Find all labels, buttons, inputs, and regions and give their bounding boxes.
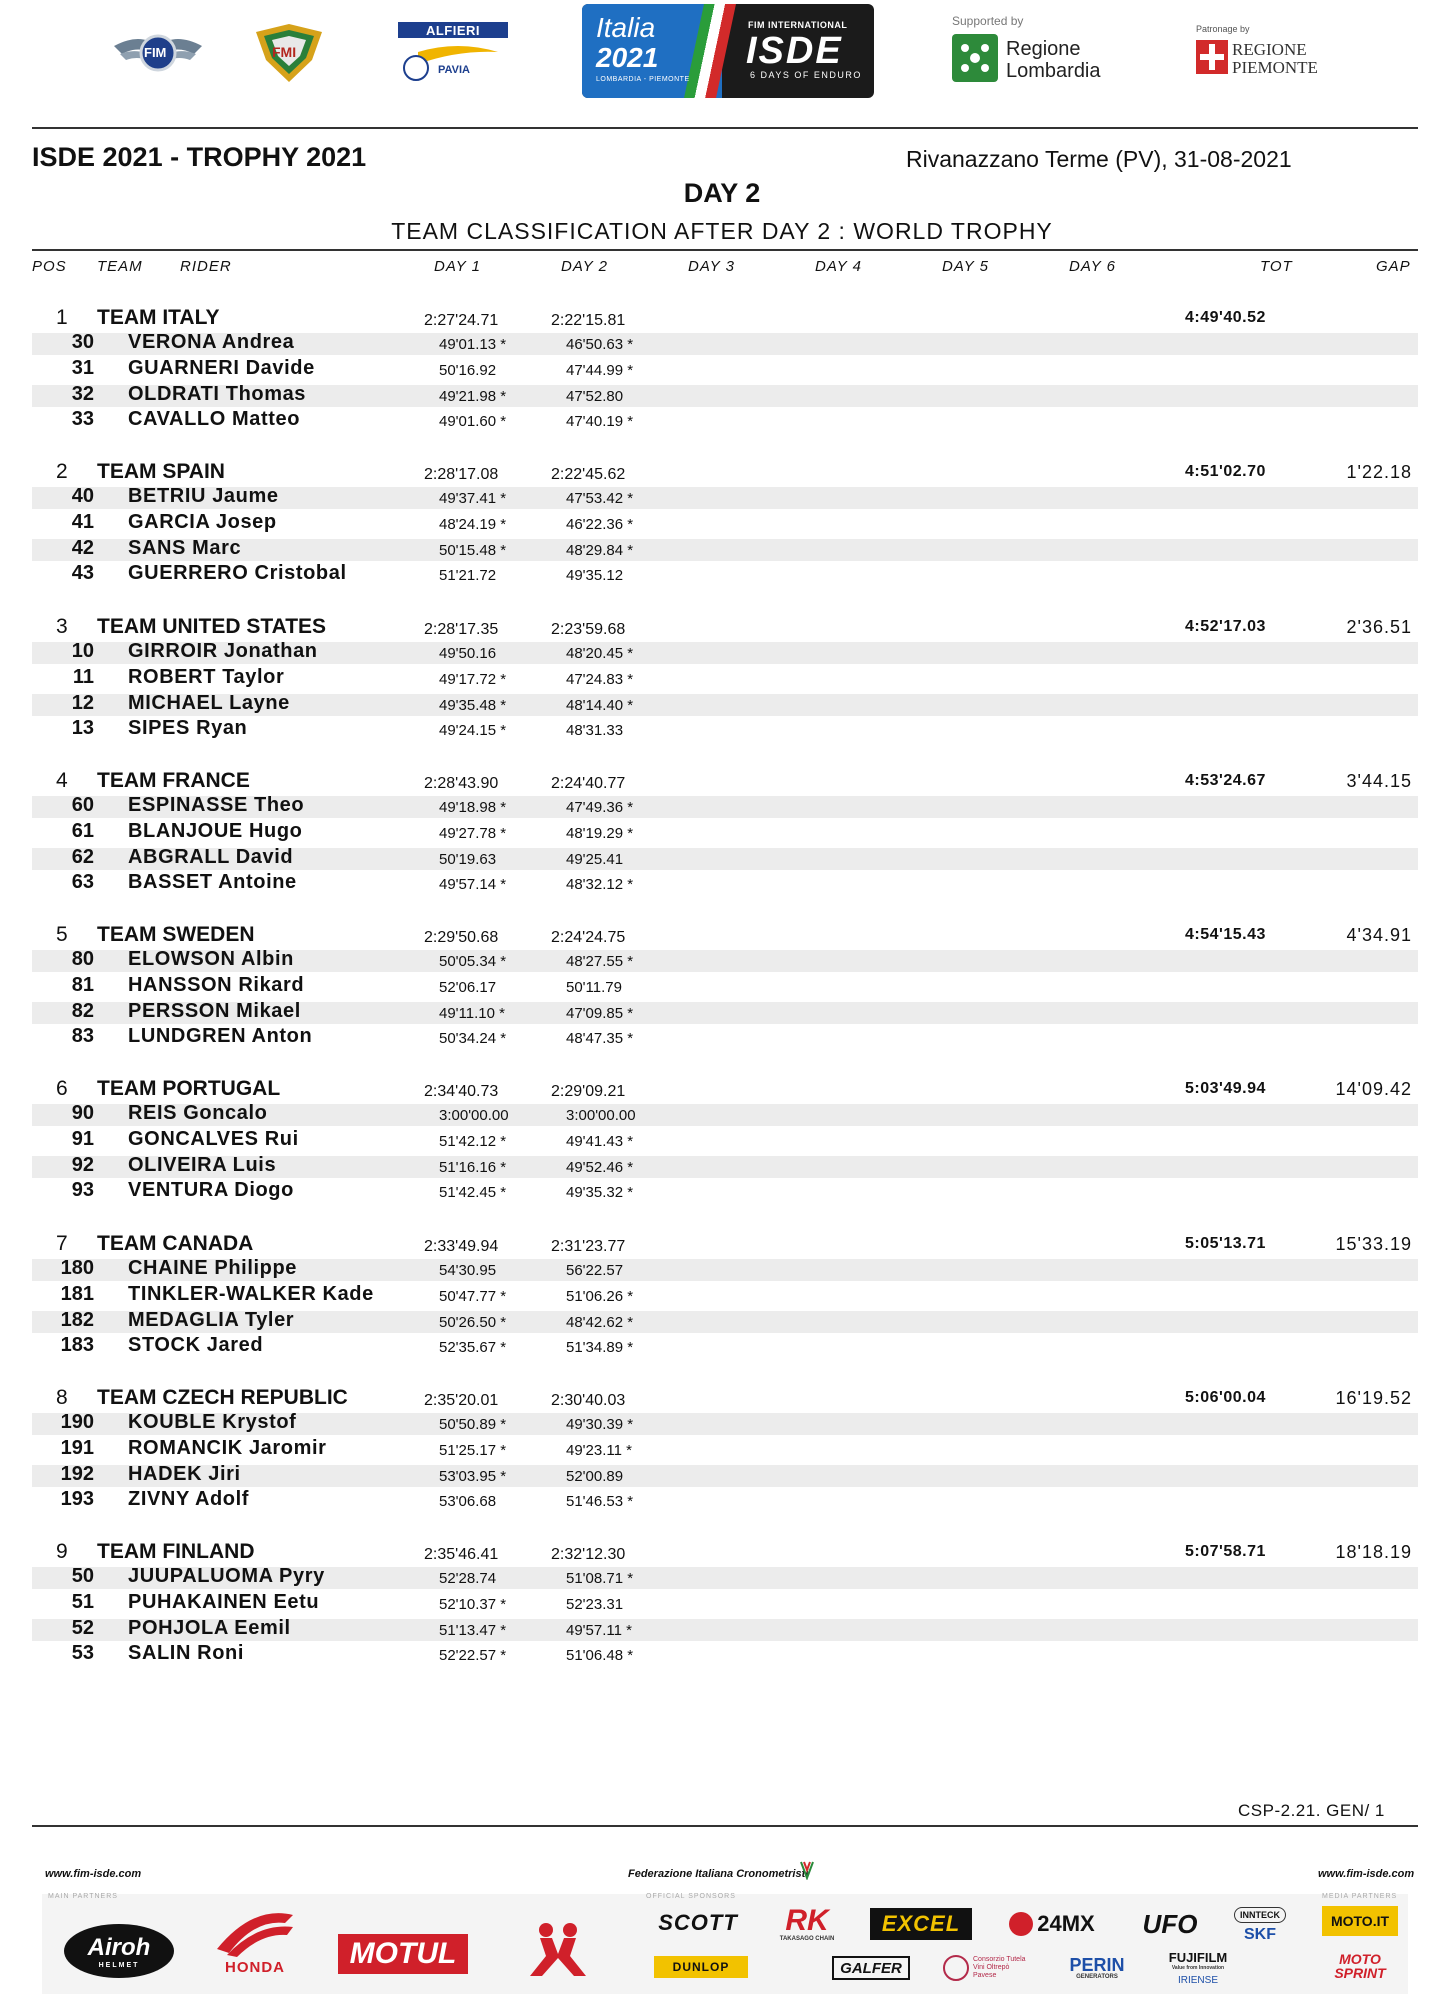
24mx-icon xyxy=(1009,1912,1033,1936)
rider-name: CAVALLO Matteo xyxy=(128,408,301,430)
team-name: TEAM UNITED STATES xyxy=(97,615,327,638)
rider-number: 61 xyxy=(71,820,94,842)
rk-sub-text: TAKASAGO CHAIN xyxy=(779,1936,835,1942)
team-name: TEAM FRANCE xyxy=(97,769,250,792)
motul-text: MOTUL xyxy=(349,1937,457,1970)
team-total-time: 5:03'49.94 xyxy=(1185,1080,1266,1097)
team-position: 2 xyxy=(56,460,68,483)
perin-logo xyxy=(1064,1952,1130,1984)
team-day2-time: 2:29'09.21 xyxy=(551,1083,626,1100)
team-gap: 4'34.91 xyxy=(1346,925,1412,945)
rider-name: KOUBLE Krystof xyxy=(128,1411,297,1433)
rider-name: VERONA Andrea xyxy=(128,331,295,353)
lombardia-supported-text: Supported by xyxy=(952,14,1024,28)
honda-logo xyxy=(210,1904,300,1980)
place-date: Rivanazzano Terme (PV), 31-08-2021 xyxy=(906,146,1292,172)
rider-number: 40 xyxy=(71,485,94,507)
rider-name: GIRROIR Jonathan xyxy=(128,640,318,662)
innteck-skf-logo xyxy=(1226,1900,1294,1950)
isde-region-text: LOMBARDIA - PIEMONTE xyxy=(596,76,690,83)
rider-number: 60 xyxy=(71,794,94,816)
rider-day2-time: 52'00.89 xyxy=(566,1468,624,1485)
title-divider xyxy=(32,249,1418,251)
rider-day1-time: 52'10.37 * xyxy=(439,1596,507,1613)
col-team: TEAM xyxy=(97,258,143,275)
motoit-text: MOTO.IT xyxy=(1330,1913,1390,1929)
scott-logo xyxy=(648,1908,748,1938)
col-day4: DAY 4 xyxy=(815,258,862,275)
excel-logo xyxy=(870,1908,972,1940)
team-position: 1 xyxy=(56,306,68,329)
team-day2-time: 2:24'40.77 xyxy=(551,775,626,792)
isde-year-text: 2021 xyxy=(596,42,659,73)
team-name: TEAM ITALY xyxy=(97,306,220,329)
rider-number: 191 xyxy=(60,1437,94,1459)
rider-name: OLDRATI Thomas xyxy=(128,383,307,405)
regione-piemonte-logo xyxy=(1196,24,1320,84)
rider-number: 81 xyxy=(71,974,94,996)
rider-name: JUUPALUOMA Pyry xyxy=(128,1565,325,1587)
rider-day1-time: 50'50.89 * xyxy=(439,1416,507,1433)
fmi-logo-text: FMI xyxy=(272,44,297,60)
rider-day2-time: 51'06.48 * xyxy=(566,1647,634,1664)
rider-name: ABGRALL David xyxy=(128,846,294,868)
isde-tagline-text: 6 DAYS OF ENDURO xyxy=(750,70,862,80)
rider-number: 83 xyxy=(71,1025,94,1047)
team-position: 6 xyxy=(56,1077,68,1100)
rider-day2-time: 48'20.45 * xyxy=(566,645,634,662)
lombardia-rose-icon xyxy=(952,34,998,82)
rider-day1-time: 49'35.48 * xyxy=(439,697,507,714)
innteck-text: INNTECK xyxy=(1234,1907,1286,1923)
team-gap: 18'18.19 xyxy=(1335,1542,1412,1562)
rider-day2-time: 47'44.99 * xyxy=(566,362,634,379)
col-tot: TOT xyxy=(1260,258,1293,275)
rider-day2-time: 50'11.79 xyxy=(566,979,622,996)
rider-day1-time: 54'30.95 xyxy=(439,1262,497,1279)
rider-number: 93 xyxy=(71,1179,94,1201)
galfer-text: GALFER xyxy=(840,1959,902,1977)
rider-day1-time: 49'57.14 * xyxy=(439,876,507,893)
document-code: CSP-2.21. GEN/ 1 xyxy=(1238,1801,1385,1820)
rider-day2-time: 48'42.62 * xyxy=(566,1314,634,1331)
rider-day1-time: 53'03.95 * xyxy=(439,1468,507,1485)
rider-day2-time: 47'49.36 * xyxy=(566,799,634,816)
rider-name: ESPINASSE Theo xyxy=(128,794,305,816)
kappa-text xyxy=(556,1950,559,1951)
rider-number: 51 xyxy=(71,1591,94,1613)
rider-day1-time: 49'01.13 * xyxy=(439,336,507,353)
skf-text: SKF xyxy=(1244,1925,1276,1943)
rider-name: ROBERT Taylor xyxy=(128,666,285,688)
rider-day1-time: 51'13.47 * xyxy=(439,1622,507,1639)
rider-day1-time: 50'16.92 xyxy=(439,362,497,379)
rider-name: OLIVEIRA Luis xyxy=(128,1154,277,1176)
rider-day2-time: 48'19.29 * xyxy=(566,825,634,842)
rider-number: 32 xyxy=(71,383,94,405)
rider-day2-time: 3:00'00.00 xyxy=(566,1107,636,1124)
rider-name: SANS Marc xyxy=(128,537,242,559)
scott-text: SCOTT xyxy=(658,1910,738,1935)
team-day2-time: 2:30'40.03 xyxy=(551,1392,626,1409)
media-partners-label: MEDIA PARTNERS xyxy=(1322,1893,1398,1900)
lombardia-line2: Lombardia xyxy=(1006,60,1101,82)
rider-name: HADEK Jiri xyxy=(128,1463,241,1485)
rider-day1-time: 50'47.77 * xyxy=(439,1288,507,1305)
rider-day1-time: 51'25.17 * xyxy=(439,1442,507,1459)
rider-day2-time: 51'08.71 * xyxy=(566,1570,634,1587)
rider-number: 90 xyxy=(71,1102,94,1124)
rider-day1-time: 49'37.41 * xyxy=(439,490,507,507)
rider-number: 10 xyxy=(71,640,94,662)
rider-day2-time: 49'52.46 * xyxy=(566,1159,634,1176)
kappa-logo xyxy=(510,1920,606,1980)
rider-day1-time: 49'17.72 * xyxy=(439,671,507,688)
fujifilm-text: FUJIFILM xyxy=(1168,1949,1228,1965)
team-day2-time: 2:31'23.77 xyxy=(551,1238,626,1255)
rider-number: 181 xyxy=(60,1283,94,1305)
airoh-logo xyxy=(64,1924,174,1978)
team-day2-time: 2:22'45.62 xyxy=(551,466,626,483)
team-day1-time: 2:29'50.68 xyxy=(424,929,499,946)
team-day1-time: 2:35'20.01 xyxy=(424,1392,499,1409)
federation-text: Federazione Italiana Cronometristi xyxy=(628,1868,809,1880)
rider-number: 43 xyxy=(71,562,94,584)
rider-name: BLANJOUE Hugo xyxy=(128,820,303,842)
rider-name: ROMANCIK Jaromir xyxy=(128,1437,327,1459)
col-pos: POS xyxy=(32,258,67,275)
rider-day2-time: 48'32.12 * xyxy=(566,876,634,893)
team-total-time: 4:49'40.52 xyxy=(1185,309,1266,326)
rider-day2-time: 48'14.40 * xyxy=(566,697,634,714)
rider-name: VENTURA Diogo xyxy=(128,1179,294,1201)
rider-day2-time: 49'41.43 * xyxy=(566,1133,634,1150)
rider-day2-time: 51'46.53 * xyxy=(566,1493,634,1510)
col-rider: RIDER xyxy=(180,258,232,275)
rider-name: GUERRERO Cristobal xyxy=(128,562,347,584)
piemonte-flag-icon xyxy=(1196,40,1228,74)
rk-logo xyxy=(772,1904,842,1944)
rider-number: 183 xyxy=(60,1334,94,1356)
rider-number: 53 xyxy=(71,1642,94,1664)
rider-name: SIPES Ryan xyxy=(128,717,248,739)
rider-day1-time: 50'26.50 * xyxy=(439,1314,507,1331)
team-day1-time: 2:27'24.71 xyxy=(424,312,499,329)
galfer-logo xyxy=(832,1956,910,1980)
rider-number: 42 xyxy=(71,537,94,559)
rider-day1-time: 53'06.68 xyxy=(439,1493,497,1510)
header-divider xyxy=(32,127,1418,129)
team-position: 5 xyxy=(56,923,68,946)
rider-day2-time: 48'29.84 * xyxy=(566,542,634,559)
rider-name: TINKLER-WALKER Kade xyxy=(128,1283,374,1305)
col-day1: DAY 1 xyxy=(434,258,481,275)
rider-name: POHJOLA Eemil xyxy=(128,1617,291,1639)
rider-day1-time: 49'24.15 * xyxy=(439,722,507,739)
main-partners-label: MAIN PARTNERS xyxy=(48,1893,118,1900)
team-total-time: 5:06'00.04 xyxy=(1185,1389,1266,1406)
rider-day1-time: 52'35.67 * xyxy=(439,1339,507,1356)
rider-day2-time: 46'22.36 * xyxy=(566,516,634,533)
rider-name: LUNDGREN Anton xyxy=(128,1025,313,1047)
team-day1-time: 2:33'49.94 xyxy=(424,1238,499,1255)
rider-day1-time: 50'19.63 xyxy=(439,851,497,868)
team-name: TEAM SPAIN xyxy=(97,460,225,483)
rider-day1-time: 51'21.72 xyxy=(439,567,497,584)
piemonte-line2: PIEMONTE xyxy=(1232,58,1318,77)
rider-number: 11 xyxy=(72,666,94,688)
rider-day2-time: 47'24.83 * xyxy=(566,671,634,688)
fujifilm-sub-text: Value from Innovation xyxy=(1171,1964,1225,1971)
team-total-time: 4:53'24.67 xyxy=(1185,772,1266,789)
perin-text: PERIN xyxy=(1069,1955,1125,1975)
fim-logo-text: FIM xyxy=(144,45,167,60)
rider-name: PUHAKAINEN Eetu xyxy=(128,1591,320,1613)
rider-number: 82 xyxy=(71,1000,94,1022)
col-gap: GAP xyxy=(1376,258,1411,275)
team-day2-time: 2:32'12.30 xyxy=(551,1546,626,1563)
col-day2: DAY 2 xyxy=(561,258,608,275)
rider-day2-time: 48'47.35 * xyxy=(566,1030,634,1047)
fujifilm-logo xyxy=(1158,1946,1238,1990)
rider-day1-time: 52'06.17 xyxy=(439,979,497,996)
rider-number: 63 xyxy=(71,871,94,893)
rider-day1-time: 52'28.74 xyxy=(439,1570,497,1587)
team-day2-time: 2:24'24.75 xyxy=(551,929,626,946)
rider-name: CHAINE Philippe xyxy=(128,1257,298,1279)
rider-day2-time: 47'09.85 * xyxy=(566,1005,634,1022)
col-day3: DAY 3 xyxy=(688,258,735,275)
rider-day1-time: 51'42.45 * xyxy=(439,1184,507,1201)
rider-day2-time: 51'34.89 * xyxy=(566,1339,634,1356)
rider-day1-time: 49'27.78 * xyxy=(439,825,507,842)
rider-number: 91 xyxy=(71,1128,94,1150)
consorzio-text: Consorzio Tutela Vini Oltrepò Pavese xyxy=(973,1956,1026,1979)
team-total-time: 4:51'02.70 xyxy=(1185,463,1266,480)
team-day1-time: 2:28'17.35 xyxy=(424,621,499,638)
alfieri-logo xyxy=(398,20,508,82)
rider-name: BASSET Antoine xyxy=(128,871,297,893)
rider-day1-time: 50'05.34 * xyxy=(439,953,507,970)
rider-day2-time: 49'35.12 xyxy=(566,567,624,584)
rider-number: 31 xyxy=(71,357,94,379)
rk-text: RK xyxy=(785,1904,829,1937)
rider-day2-time: 49'30.39 * xyxy=(566,1416,634,1433)
rider-number: 180 xyxy=(60,1257,94,1279)
regione-lombardia-logo xyxy=(952,14,1132,86)
rider-name: MICHAEL Layne xyxy=(128,692,290,714)
team-gap: 14'09.42 xyxy=(1335,1079,1412,1099)
rider-name: GUARNERI Davide xyxy=(128,357,315,379)
alfieri-logo-text: ALFIERI xyxy=(425,22,481,38)
team-gap: 1'22.18 xyxy=(1346,462,1412,482)
piemonte-patronage-text: Patronage by xyxy=(1196,24,1250,34)
team-total-time: 4:54'15.43 xyxy=(1185,926,1266,943)
consorzio-icon xyxy=(943,1955,969,1981)
rider-number: 50 xyxy=(71,1565,94,1587)
isde-name-text: ISDE xyxy=(746,30,843,72)
team-day2-time: 2:22'15.81 xyxy=(551,312,626,329)
consorzio-logo xyxy=(938,1952,1038,1984)
rider-day1-time: 52'22.57 * xyxy=(439,1647,507,1664)
dunlop-text: DUNLOP xyxy=(672,1960,730,1974)
isde-fim-international-text: FIM INTERNATIONAL xyxy=(748,20,848,30)
team-position: 4 xyxy=(56,769,68,792)
team-name: TEAM CANADA xyxy=(97,1232,254,1255)
team-total-time: 4:52'17.03 xyxy=(1185,618,1266,635)
rider-name: MEDAGLIA Tyler xyxy=(128,1309,295,1331)
rider-day1-time: 51'16.16 * xyxy=(439,1159,507,1176)
team-gap: 3'44.15 xyxy=(1346,771,1412,791)
24mx-logo xyxy=(1000,1910,1104,1938)
team-name: TEAM FINLAND xyxy=(97,1540,255,1563)
team-position: 8 xyxy=(56,1386,68,1409)
federation-logo-icon xyxy=(800,1860,814,1880)
rider-day1-time: 49'18.98 * xyxy=(439,799,507,816)
rider-day2-time: 46'50.63 * xyxy=(566,336,634,353)
website-link-left[interactable]: www.fim-isde.com xyxy=(45,1868,142,1880)
rider-number: 13 xyxy=(71,717,94,739)
team-day1-time: 2:35'46.41 xyxy=(424,1546,499,1563)
rider-number: 190 xyxy=(60,1411,94,1433)
rider-day2-time: 47'40.19 * xyxy=(566,413,634,430)
rider-name: ELOWSON Albin xyxy=(128,948,294,970)
rider-day2-time: 47'53.42 * xyxy=(566,490,634,507)
lombardia-line1: Regione xyxy=(1006,38,1081,60)
dunlop-logo xyxy=(654,1956,748,1978)
rider-name: SALIN Roni xyxy=(128,1642,244,1664)
airoh-text: Airoh xyxy=(87,1933,151,1961)
team-name: TEAM CZECH REPUBLIC xyxy=(97,1386,348,1409)
rider-number: 52 xyxy=(71,1617,94,1639)
rider-day1-time: 49'21.98 * xyxy=(439,388,507,405)
motosprint-logo xyxy=(1322,1950,1398,1982)
page-title: ISDE 2021 - TROPHY 2021 xyxy=(32,142,367,172)
rider-day1-time: 49'50.16 xyxy=(439,645,497,662)
isde-2021-logo xyxy=(582,4,874,98)
team-gap: 2'36.51 xyxy=(1346,617,1412,637)
classification-heading: TEAM CLASSIFICATION AFTER DAY 2 : WORLD TROPHY xyxy=(391,218,1053,244)
rider-day1-time: 49'01.60 * xyxy=(439,413,507,430)
team-position: 7 xyxy=(56,1232,68,1255)
fmi-logo xyxy=(250,20,328,86)
excel-text: EXCEL xyxy=(881,1911,961,1936)
rider-name: HANSSON Rikard xyxy=(128,974,305,996)
official-sponsors-label: OFFICIAL SPONSORS xyxy=(646,1893,736,1900)
rider-name: GONCALVES Rui xyxy=(128,1128,299,1150)
team-day1-time: 2:34'40.73 xyxy=(424,1083,499,1100)
rider-day2-time: 52'23.31 xyxy=(566,1596,624,1613)
rider-day1-time: 50'34.24 * xyxy=(439,1030,507,1047)
ufo-logo xyxy=(1132,1906,1208,1942)
rider-name: GARCIA Josep xyxy=(128,511,277,533)
rider-day2-time: 49'57.11 * xyxy=(566,1622,632,1639)
rider-day2-time: 49'25.41 xyxy=(566,851,624,868)
ufo-text: UFO xyxy=(1142,1908,1198,1939)
fim-logo xyxy=(110,24,206,82)
team-total-time: 5:07'58.71 xyxy=(1185,1543,1266,1560)
rider-number: 80 xyxy=(71,948,94,970)
rider-name: BETRIU Jaume xyxy=(128,485,279,507)
day-heading: DAY 2 xyxy=(683,178,761,208)
team-gap: 16'19.52 xyxy=(1335,1388,1412,1408)
rider-number: 30 xyxy=(71,331,94,353)
rider-day2-time: 48'31.33 xyxy=(566,722,624,739)
iriense-text: IRIENSE xyxy=(1177,1974,1218,1986)
team-position: 9 xyxy=(56,1540,68,1563)
team-position: 3 xyxy=(56,615,68,638)
team-name: TEAM PORTUGAL xyxy=(97,1077,281,1100)
rider-number: 182 xyxy=(60,1309,94,1331)
rider-number: 192 xyxy=(60,1463,94,1485)
footer-divider xyxy=(32,1825,1418,1827)
rider-day1-time: 49'11.10 * xyxy=(439,1005,505,1022)
rider-day1-time: 50'15.48 * xyxy=(439,542,507,559)
col-day5: DAY 5 xyxy=(942,258,989,275)
team-day2-time: 2:23'59.68 xyxy=(551,621,626,638)
motosprint-text: MOTO SPRINT xyxy=(1334,1951,1386,1981)
perin-sub-text: GENERATORS xyxy=(1076,1974,1118,1980)
team-day1-time: 2:28'43.90 xyxy=(424,775,499,792)
team-day1-time: 2:28'17.08 xyxy=(424,466,499,483)
rider-name: PERSSON Mikael xyxy=(128,1000,301,1022)
rider-number: 33 xyxy=(71,408,94,430)
rider-number: 41 xyxy=(71,511,94,533)
rider-number: 92 xyxy=(71,1154,94,1176)
rider-number: 62 xyxy=(71,846,94,868)
motul-logo xyxy=(338,1934,468,1974)
rider-day2-time: 47'52.80 xyxy=(566,388,624,405)
24mx-text: 24MX xyxy=(1037,1911,1095,1936)
rider-day2-time: 48'27.55 * xyxy=(566,953,634,970)
rider-day2-time: 56'22.57 xyxy=(566,1262,624,1279)
team-total-time: 5:05'13.71 xyxy=(1185,1235,1266,1252)
rider-name: REIS Goncalo xyxy=(128,1102,268,1124)
team-name: TEAM SWEDEN xyxy=(97,923,255,946)
rider-day1-time: 3:00'00.00 xyxy=(439,1107,509,1124)
rider-name: STOCK Jared xyxy=(128,1334,264,1356)
rider-day1-time: 48'24.19 * xyxy=(439,516,507,533)
motoit-logo xyxy=(1322,1906,1398,1936)
col-day6: DAY 6 xyxy=(1069,258,1116,275)
rider-day2-time: 49'23.11 * xyxy=(566,1442,632,1459)
team-gap: 15'33.19 xyxy=(1335,1234,1412,1254)
rider-day2-time: 51'06.26 * xyxy=(566,1288,634,1305)
rider-day2-time: 49'35.32 * xyxy=(566,1184,634,1201)
isde-italia-text: Italia xyxy=(596,12,656,43)
rider-day1-time: 51'42.12 * xyxy=(439,1133,507,1150)
website-link-right[interactable]: www.fim-isde.com xyxy=(1318,1868,1415,1880)
rider-number: 12 xyxy=(71,692,94,714)
airoh-sub-text: HELMET xyxy=(98,1961,140,1969)
piemonte-line1: REGIONE xyxy=(1232,40,1307,59)
honda-text: HONDA xyxy=(225,1958,285,1976)
alfieri-pavia-text: PAVIA xyxy=(438,64,470,76)
rider-name: ZIVNY Adolf xyxy=(128,1488,250,1510)
rider-number: 193 xyxy=(60,1488,94,1510)
